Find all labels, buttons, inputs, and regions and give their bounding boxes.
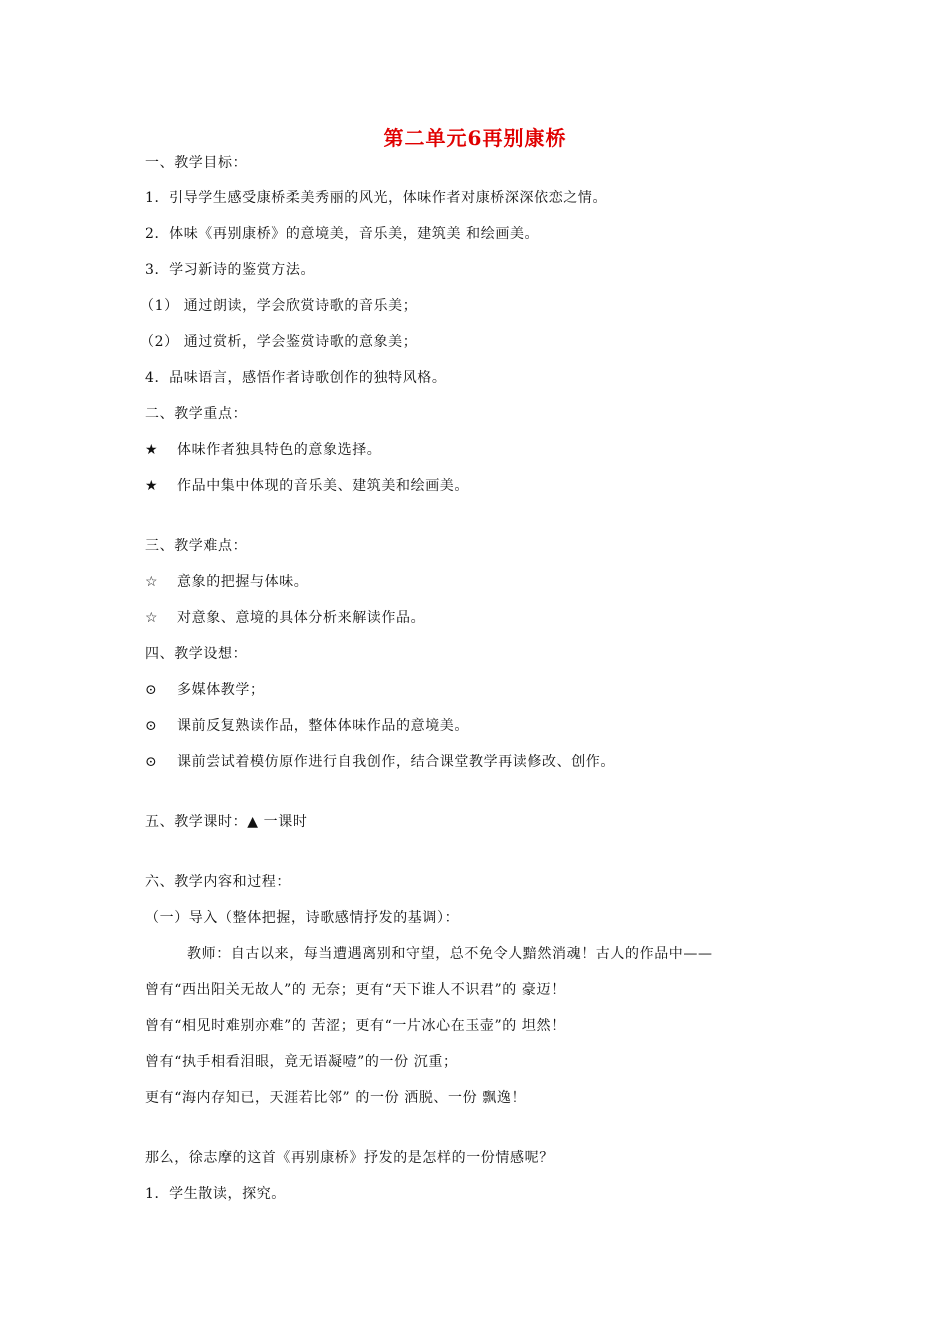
goal-item-1: 1．引导学生感受康桥柔美秀丽的风光，体味作者对康桥深深依恋之情。 xyxy=(145,190,608,206)
poem-quote-line-4: 更有“海内存知已，天涯若比邻” 的一份 洒脱、一份 飘逸！ xyxy=(145,1090,527,1106)
section-heading-hours: 五、教学课时：▲ 一课时 xyxy=(145,814,308,830)
design-item-text: 课前反复熟读作品，整体体味作品的意境美。 xyxy=(177,718,469,734)
difficulty-item-2 xyxy=(145,608,425,628)
focus-item-2 xyxy=(145,476,469,496)
section-heading-focus: 二、教学重点： xyxy=(145,406,248,422)
design-item-text: 课前尝试着模仿原作进行自我创作，结合课堂教学再读修改、创作。 xyxy=(177,754,615,770)
teacher-intro-line: 教师：自古以来，每当遭遇离别和守望，总不免令人黯然消魂！古人的作品中—— xyxy=(187,946,713,962)
design-item-2 xyxy=(145,716,469,736)
focus-item-1 xyxy=(145,440,381,460)
activity-step-1: 1．学生散读，探究。 xyxy=(145,1186,286,1202)
difficulty-item-text: 对意象、意境的具体分析来解读作品。 xyxy=(177,610,426,626)
black-star-icon: ★ xyxy=(145,478,159,494)
circled-dot-icon: ⊙ xyxy=(145,682,158,698)
poem-quote-line-1: 曾有“西出阳关无故人”的 无奈；更有“天下谁人不识君”的 豪迈！ xyxy=(145,982,566,998)
black-star-icon: ★ xyxy=(145,442,159,458)
section-heading-difficulty: 三、教学难点： xyxy=(145,538,248,554)
goal-subitem-2: （2） 通过赏析，学会鉴赏诗歌的意象美； xyxy=(140,334,418,350)
circled-dot-icon: ⊙ xyxy=(145,754,158,770)
section-heading-process: 六、教学内容和过程： xyxy=(145,874,291,890)
poem-quote-line-3: 曾有“执手相看泪眼，竟无语凝噎”的一份 沉重； xyxy=(145,1054,458,1070)
goal-subitem-1: （1） 通过朗读，学会欣赏诗歌的音乐美； xyxy=(140,298,418,314)
goal-item-2: 2．体味《再别康桥》的意境美，音乐美，建筑美 和绘画美。 xyxy=(145,226,540,242)
document-title: 第二单元6再别康桥 xyxy=(383,126,567,150)
section-heading-goals: 一、教学目标： xyxy=(145,155,248,171)
focus-item-text: 体味作者独具特色的意象选择。 xyxy=(177,442,382,458)
white-star-icon: ☆ xyxy=(145,610,159,626)
difficulty-item-text: 意象的把握与体味。 xyxy=(177,574,309,590)
focus-item-text: 作品中集中体现的音乐美、建筑美和绘画美。 xyxy=(177,478,469,494)
subsection-intro-heading: （一）导入（整体把握，诗歌感情抒发的基调）： xyxy=(145,910,460,926)
design-item-3 xyxy=(145,752,615,772)
white-star-icon: ☆ xyxy=(145,574,159,590)
difficulty-item-1 xyxy=(145,572,308,592)
design-item-text: 多媒体教学； xyxy=(177,682,265,698)
circled-dot-icon: ⊙ xyxy=(145,718,158,734)
poem-quote-line-2: 曾有“相见时难别亦难”的 苦涩；更有“一片冰心在玉壶”的 坦然！ xyxy=(145,1018,566,1034)
goal-item-4: 4．品味语言，感悟作者诗歌创作的独特风格。 xyxy=(145,370,447,386)
goal-item-3: 3．学习新诗的鉴赏方法。 xyxy=(145,262,316,278)
design-item-1 xyxy=(145,680,265,700)
transition-question: 那么，徐志摩的这首《再别康桥》抒发的是怎样的一份情感呢？ xyxy=(145,1150,554,1166)
section-heading-design: 四、教学设想： xyxy=(145,646,248,662)
